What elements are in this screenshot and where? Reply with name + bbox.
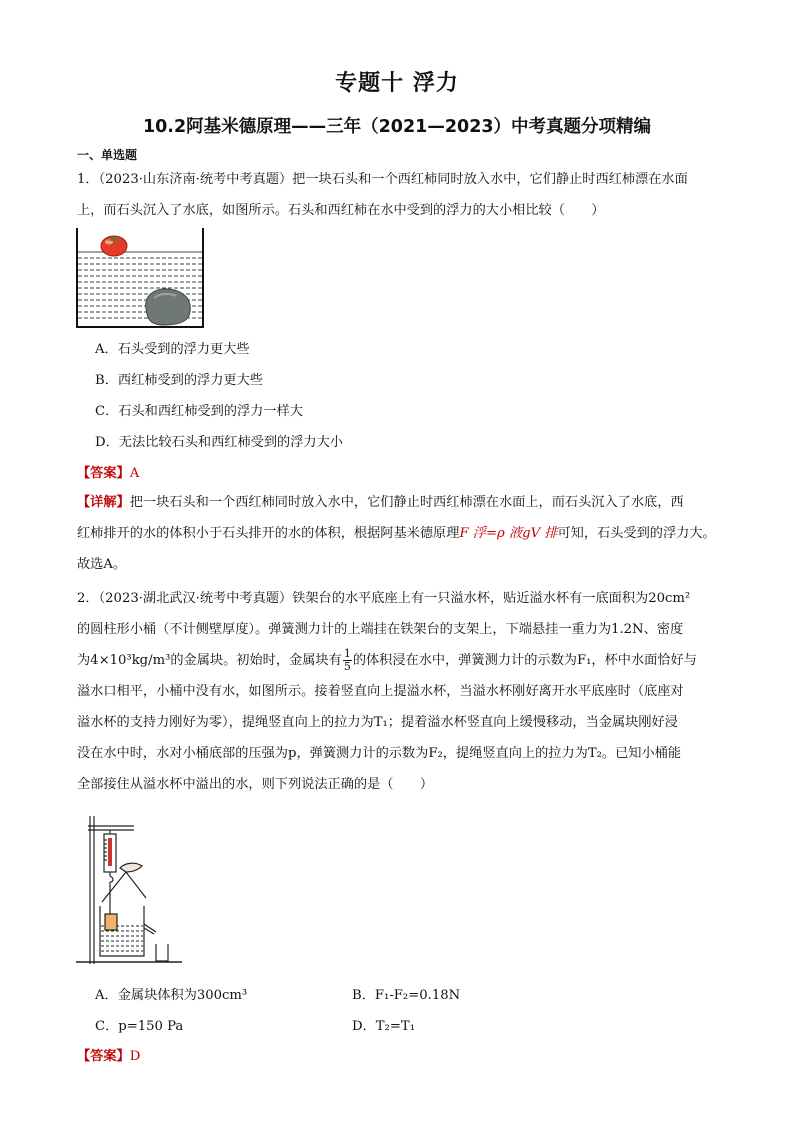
q2-option-c: C．p=150 Pa xyxy=(95,1019,184,1034)
question-2-line-2: 的圆柱形小桶（不计侧壁厚度）。弹簧测力计的上端挂在铁架台的支架上，下端悬挂一重力为1.2N、密度 xyxy=(77,622,684,637)
question-2-line-5: 溢水杯的支持力刚好为零），提绳竖直向上的拉力为T₁；提着溢水杯竖直向上缓慢移动，当金属块刚好浸 xyxy=(77,715,678,730)
q1-answer xyxy=(77,462,139,481)
stone-icon xyxy=(146,289,191,325)
detail-tag: 【详解】 xyxy=(77,495,130,510)
answer-value: D xyxy=(129,1049,141,1064)
answer-tag: 【答案】 xyxy=(77,1049,130,1064)
q1-option-a: A．石头受到的浮力更大些 xyxy=(95,342,250,357)
detail-line-2b: 可知，石头受到的浮力大。 xyxy=(557,526,716,541)
fraction-one-fifth: $\frac{1}{5}$ xyxy=(343,647,351,673)
detail-formula: F 浮=ρ 液gV 排 xyxy=(459,526,558,541)
q2-option-d: D．T₂=T₁ xyxy=(352,1019,415,1034)
answer-value: A xyxy=(129,466,140,481)
q1-detail xyxy=(77,487,723,580)
question-2-stem xyxy=(77,583,723,800)
q1-option-b: B．西红柿受到的浮力更大些 xyxy=(95,373,263,388)
detail-line-3: 故选A。 xyxy=(77,557,127,572)
question-2-line-3a: 为4×10³kg/m³的金属块。初始时，金属块有 xyxy=(77,653,342,668)
figure-tank-tomato-stone xyxy=(76,226,204,330)
question-2-line-4: 溢水口相平，小桶中没有水，如图所示。接着竖直向上提溢水杯，当溢水杯刚好离开水平底座时（底座对 xyxy=(77,684,684,699)
q1-option-d: D．无法比较石头和西红柿受到的浮力大小 xyxy=(95,435,343,450)
q2-answer xyxy=(77,1045,140,1064)
question-2-line-7: 全部接住从溢水杯中溢出的水，则下列说法正确的是（ ） xyxy=(77,777,434,792)
question-1-stem xyxy=(77,164,723,226)
question-2-line-1: 2．（2023·湖北武汉·统考中考真题）铁架台的水平底座上有一只溢水杯，贴近溢水杯有一底面积为20cm² xyxy=(77,591,691,606)
answer-tag: 【答案】 xyxy=(77,466,130,481)
detail-line-1: 把一块石头和一个西红柿同时放入水中，它们静止时西红柿漂在水面上，而石头沉入了水底，西 xyxy=(129,495,684,510)
figure-iron-stand-overflow-cup xyxy=(74,816,184,966)
document-title: 专题十 浮力 xyxy=(335,71,459,96)
detail-line-2a: 红柿排开的水的体积小于石头排开的水的体积，根据阿基米德原理 xyxy=(77,526,460,541)
q2-option-b: B．F₁-F₂=0.18N xyxy=(352,988,461,1003)
question-2-line-3b: 的体积浸在水中，弹簧测力计的示数为F₁，杯中水面恰好与 xyxy=(352,653,697,668)
tomato-icon xyxy=(101,236,127,256)
q2-option-a: A．金属块体积为300cm³ xyxy=(95,988,248,1003)
question-2-line-6: 没在水中时，水对小桶底部的压强为p，弹簧测力计的示数为F₂，提绳竖直向上的拉力为T₂。已知小桶能 xyxy=(77,746,682,761)
question-1-line-2: 上，而石头沉入了水底，如图所示。石头和西红柿在水中受到的浮力的大小相比较（ ） xyxy=(77,203,605,218)
q1-option-c: C．石头和西红柿受到的浮力一样大 xyxy=(95,404,303,419)
document-subtitle: 10.2阿基米德原理——三年（2021—2023）中考真题分项精编 xyxy=(142,117,652,137)
question-1-line-1: 1．（2023·山东济南·统考中考真题）把一块石头和一个西红柿同时放入水中，它们静止时西红柿漂在水面 xyxy=(77,172,688,187)
section-heading: 一、单选题 xyxy=(77,148,138,162)
